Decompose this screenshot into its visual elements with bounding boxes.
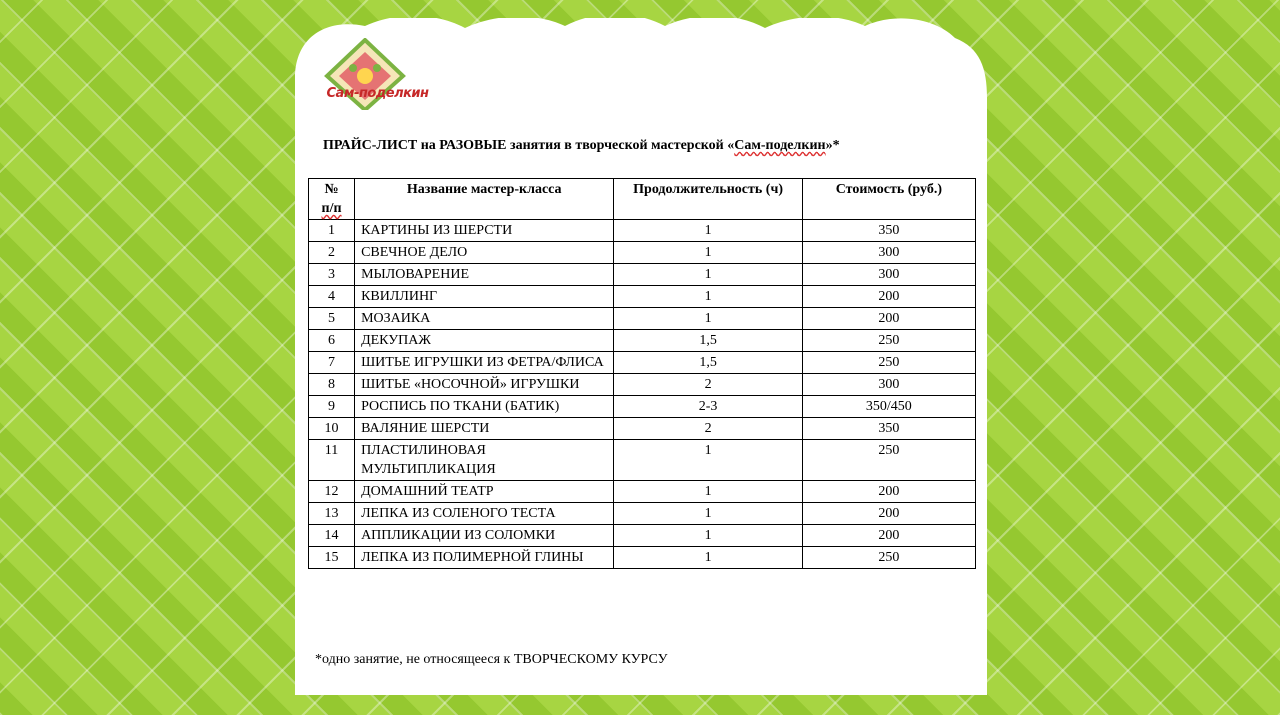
title-studio-name: Сам-поделкин [734, 138, 826, 153]
table-row [309, 525, 976, 547]
title-suffix: »* [825, 138, 840, 153]
table-row [309, 547, 976, 569]
company-logo [315, 38, 429, 110]
cell-duration: 1 [614, 264, 802, 286]
cell-name: ПЛАСТИЛИНОВАЯ МУЛЬТИПЛИКАЦИЯ [355, 440, 614, 481]
cell-cost: 350 [802, 418, 975, 440]
cell-name: ВАЛЯНИЕ ШЕРСТИ [355, 418, 614, 440]
title-prefix: ПРАЙС-ЛИСТ на РАЗОВЫЕ занятия в творческой мастерской « [323, 138, 735, 153]
cell-cost: 300 [802, 264, 975, 286]
table-row [309, 242, 976, 264]
cell-name: АППЛИКАЦИИ ИЗ СОЛОМКИ [355, 525, 614, 547]
cell-cost: 250 [802, 440, 975, 481]
cell-cost: 250 [802, 330, 975, 352]
table-row [309, 396, 976, 418]
logo-text: Сам-поделкин [326, 86, 429, 101]
cell-name: ДЕКУПАЖ [355, 330, 614, 352]
cell-num: 11 [309, 440, 355, 481]
cell-duration: 1 [614, 440, 802, 481]
footnote: *одно занятие, не относящееся к ТВОРЧЕСКОМУ КУРСУ [315, 652, 668, 667]
cell-name: КВИЛЛИНГ [355, 286, 614, 308]
cell-cost: 200 [802, 308, 975, 330]
cell-name: МОЗАИКА [355, 308, 614, 330]
cell-cost: 300 [802, 242, 975, 264]
cell-cost: 350 [802, 220, 975, 242]
header-name: Название мастер-класса [355, 179, 614, 220]
cell-cost: 200 [802, 481, 975, 503]
table-row [309, 286, 976, 308]
table-row [309, 330, 976, 352]
table-row [309, 418, 976, 440]
header-num: № п/п [309, 179, 355, 220]
table-row [309, 503, 976, 525]
cell-duration: 2-3 [614, 396, 802, 418]
cell-name: ДОМАШНИЙ ТЕАТР [355, 481, 614, 503]
cell-num: 1 [309, 220, 355, 242]
cell-duration: 1 [614, 547, 802, 569]
cell-duration: 1 [614, 220, 802, 242]
cell-num: 8 [309, 374, 355, 396]
table-row [309, 264, 976, 286]
cell-name: РОСПИСЬ ПО ТКАНИ (БАТИК) [355, 396, 614, 418]
cell-num: 7 [309, 352, 355, 374]
cell-name: ШИТЬЕ «НОСОЧНОЙ» ИГРУШКИ [355, 374, 614, 396]
cell-duration: 1 [614, 503, 802, 525]
cell-num: 3 [309, 264, 355, 286]
table-row [309, 481, 976, 503]
table-row [309, 308, 976, 330]
header-duration: Продолжительность (ч) [614, 179, 802, 220]
cell-cost: 250 [802, 547, 975, 569]
cell-cost: 200 [802, 503, 975, 525]
cell-duration: 2 [614, 418, 802, 440]
cell-duration: 1 [614, 525, 802, 547]
cell-num: 4 [309, 286, 355, 308]
cell-duration: 2 [614, 374, 802, 396]
table-row [309, 352, 976, 374]
cell-num: 12 [309, 481, 355, 503]
cell-num: 13 [309, 503, 355, 525]
cell-duration: 1,5 [614, 352, 802, 374]
cell-name: КАРТИНЫ ИЗ ШЕРСТИ [355, 220, 614, 242]
cell-duration: 1 [614, 481, 802, 503]
cell-num: 6 [309, 330, 355, 352]
cell-cost: 300 [802, 374, 975, 396]
table-header-row [309, 179, 976, 220]
cell-cost: 350/450 [802, 396, 975, 418]
cell-name: ЛЕПКА ИЗ ПОЛИМЕРНОЙ ГЛИНЫ [355, 547, 614, 569]
cell-name: СВЕЧНОЕ ДЕЛО [355, 242, 614, 264]
cell-cost: 200 [802, 525, 975, 547]
cell-cost: 200 [802, 286, 975, 308]
cell-num: 10 [309, 418, 355, 440]
table-row [309, 220, 976, 242]
cell-num: 9 [309, 396, 355, 418]
table-row [309, 374, 976, 396]
cell-duration: 1 [614, 286, 802, 308]
cell-num: 2 [309, 242, 355, 264]
cell-num: 5 [309, 308, 355, 330]
cell-duration: 1 [614, 308, 802, 330]
cell-num: 15 [309, 547, 355, 569]
cell-duration: 1 [614, 242, 802, 264]
page-title [323, 138, 973, 154]
cell-name: ШИТЬЕ ИГРУШКИ ИЗ ФЕТРА/ФЛИСА [355, 352, 614, 374]
price-list-sheet [295, 18, 987, 695]
header-cost: Стоимость (руб.) [802, 179, 975, 220]
cell-name: МЫЛОВАРЕНИЕ [355, 264, 614, 286]
price-table [308, 178, 976, 569]
cell-num: 14 [309, 525, 355, 547]
table-row [309, 440, 976, 481]
cell-duration: 1,5 [614, 330, 802, 352]
cell-cost: 250 [802, 352, 975, 374]
cell-name: ЛЕПКА ИЗ СОЛЕНОГО ТЕСТА [355, 503, 614, 525]
